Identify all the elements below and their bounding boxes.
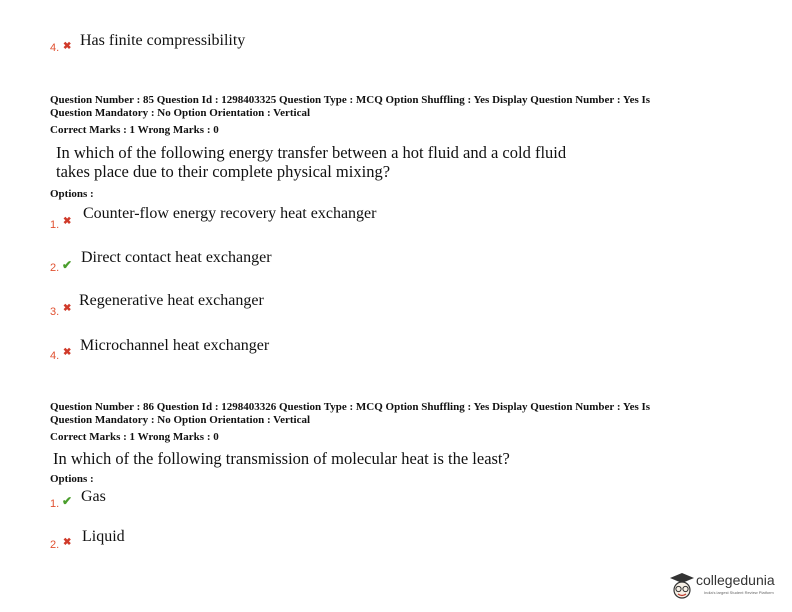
check-icon: ✔ — [62, 258, 73, 272]
cross-icon: ✖ — [63, 303, 72, 314]
options-label: Options : — [50, 188, 94, 200]
collegedunia-logo — [668, 568, 780, 604]
marks-info: Correct Marks : 1 Wrong Marks : 0 — [50, 124, 219, 136]
option-text: Counter-flow energy recovery heat exchanger — [83, 205, 377, 222]
option-number: 3. — [50, 306, 60, 318]
question-line: In which of the following energy transfer between a hot fluid and a cold fluid — [56, 143, 567, 162]
graduate-mascot-icon — [668, 570, 696, 602]
option-text: Direct contact heat exchanger — [81, 249, 272, 266]
option-number: 4. — [50, 42, 60, 54]
option-number: 1. — [50, 219, 60, 231]
option-number: 1. — [50, 498, 60, 510]
marks-info: Correct Marks : 1 Wrong Marks : 0 — [50, 431, 219, 443]
option-text: Regenerative heat exchanger — [79, 292, 264, 309]
cross-icon: ✖ — [63, 537, 72, 548]
cross-icon: ✖ — [63, 347, 72, 358]
option-text: Has finite compressibility — [80, 32, 246, 49]
brand-name: collegedunia — [696, 572, 775, 588]
cross-icon: ✖ — [63, 216, 72, 227]
question-line: In which of the following transmission of molecular heat is the least? — [53, 449, 510, 468]
option-text: Gas — [81, 488, 106, 505]
question-meta-line: Question Number : 86 Question Id : 1298403326 Question Type : MCQ Option Shuffling : Yes Display Question Number : Yes Is — [50, 401, 651, 413]
option-number: 2. — [50, 539, 60, 551]
brand-tagline: India's largest Student Review Platform — [704, 590, 774, 595]
option-text: Microchannel heat exchanger — [80, 337, 270, 354]
option-number: 2. — [50, 262, 60, 274]
question-line: takes place due to their complete physical mixing? — [56, 162, 391, 181]
question-text — [56, 143, 566, 181]
question-meta-line: Question Mandatory : No Option Orientation : Vertical — [50, 107, 311, 119]
question-meta-line: Question Number : 85 Question Id : 1298403325 Question Type : MCQ Option Shuffling : Yes Display Question Number : Yes Is — [50, 94, 651, 106]
question-meta-line: Question Mandatory : No Option Orientation : Vertical — [50, 414, 311, 426]
option-text: Liquid — [82, 528, 125, 545]
option-number: 4. — [50, 350, 60, 362]
options-label: Options : — [50, 473, 94, 485]
check-icon: ✔ — [62, 494, 73, 508]
question-text — [53, 449, 510, 468]
cross-icon: ✖ — [63, 41, 72, 52]
